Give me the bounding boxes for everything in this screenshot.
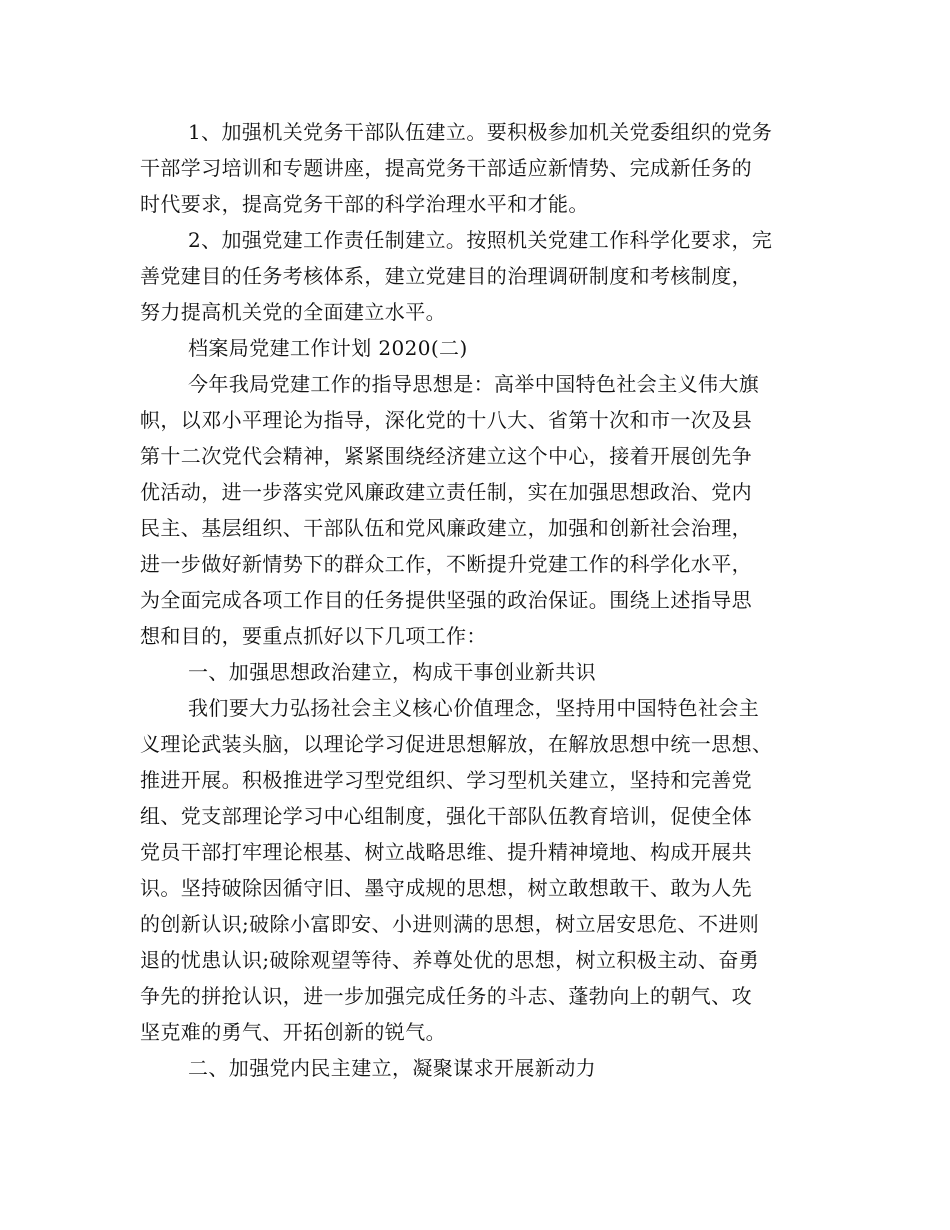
line-p1-3: 时代要求，提高党务干部的科学治理水平和才能。	[140, 192, 589, 216]
section-heading-1: 一、加强思想政治建立，构成干事创业新共识	[188, 660, 596, 684]
line-p3-1: 今年我局党建工作的指导思想是：高举中国特色社会主义伟大旗	[188, 372, 760, 396]
line-p2-2: 善党建目的任务考核体系，建立党建目的治理调研制度和考核制度，	[140, 264, 752, 288]
line-p3-4: 优活动，进一步落实党风廉政建立责任制，实在加强思想政治、党内	[140, 480, 752, 504]
line-p4-5: 党员干部打牢理论根基、树立战略思维、提升精神境地、构成开展共	[140, 840, 752, 864]
line-p3-2: 帜，以邓小平理论为指导，深化党的十八大、省第十次和市一次及县	[140, 408, 752, 432]
line-p3-5: 民主、基层组织、干部队伍和党风廉政建立，加强和创新社会治理，	[140, 516, 752, 540]
line-p4-8: 退的忧患认识;破除观望等待、养尊处优的思想，树立积极主动、奋勇	[140, 948, 760, 972]
line-p3-6: 进一步做好新情势下的群众工作，不断提升党建工作的科学化水平，	[140, 552, 752, 576]
line-p1-1: 1、加强机关党务干部队伍建立。要积极参加机关党委组织的党务	[188, 120, 773, 144]
section-heading-2: 二、加强党内民主建立，凝聚谋求开展新动力	[188, 1056, 596, 1080]
line-p4-2: 义理论武装头脑，以理论学习促进思想解放，在解放思想中统一思想、	[140, 732, 773, 756]
line-p4-6: 识。坚持破除因循守旧、墨守成规的思想，树立敢想敢干、敢为人先	[140, 876, 752, 900]
line-p4-3: 推进开展。积极推进学习型党组织、学习型机关建立，坚持和完善党	[140, 768, 752, 792]
line-p3-3: 第十二次党代会精神，紧紧围绕经济建立这个中心，接着开展创先争	[140, 444, 752, 468]
line-p2-3: 努力提高机关党的全面建立水平。	[140, 300, 446, 324]
line-p1-2: 干部学习培训和专题讲座，提高党务干部适应新情势、完成新任务的	[140, 156, 752, 180]
line-p4-4: 组、党支部理论学习中心组制度，强化干部队伍教育培训，促使全体	[140, 804, 752, 828]
line-p4-9: 争先的拼抢认识，进一步加强完成任务的斗志、蓬勃向上的朝气、攻	[140, 984, 752, 1008]
line-p4-7: 的创新认识;破除小富即安、小进则满的思想，树立居安思危、不进则	[140, 912, 760, 936]
line-p3-7: 为全面完成各项工作目的任务提供坚强的政治保证。围绕上述指导思	[140, 588, 752, 612]
line-p4-10: 坚克难的勇气、开拓创新的锐气。	[140, 1020, 446, 1044]
line-p3-8: 想和目的，要重点抓好以下几项工作：	[140, 624, 487, 648]
section-heading-plan-2: 档案局党建工作计划 2020(二)	[188, 336, 468, 360]
line-p2-1: 2、加强党建工作责任制建立。按照机关党建工作科学化要求，完	[188, 228, 773, 252]
line-p4-1: 我们要大力弘扬社会主义核心价值理念，坚持用中国特色社会主	[188, 696, 760, 720]
